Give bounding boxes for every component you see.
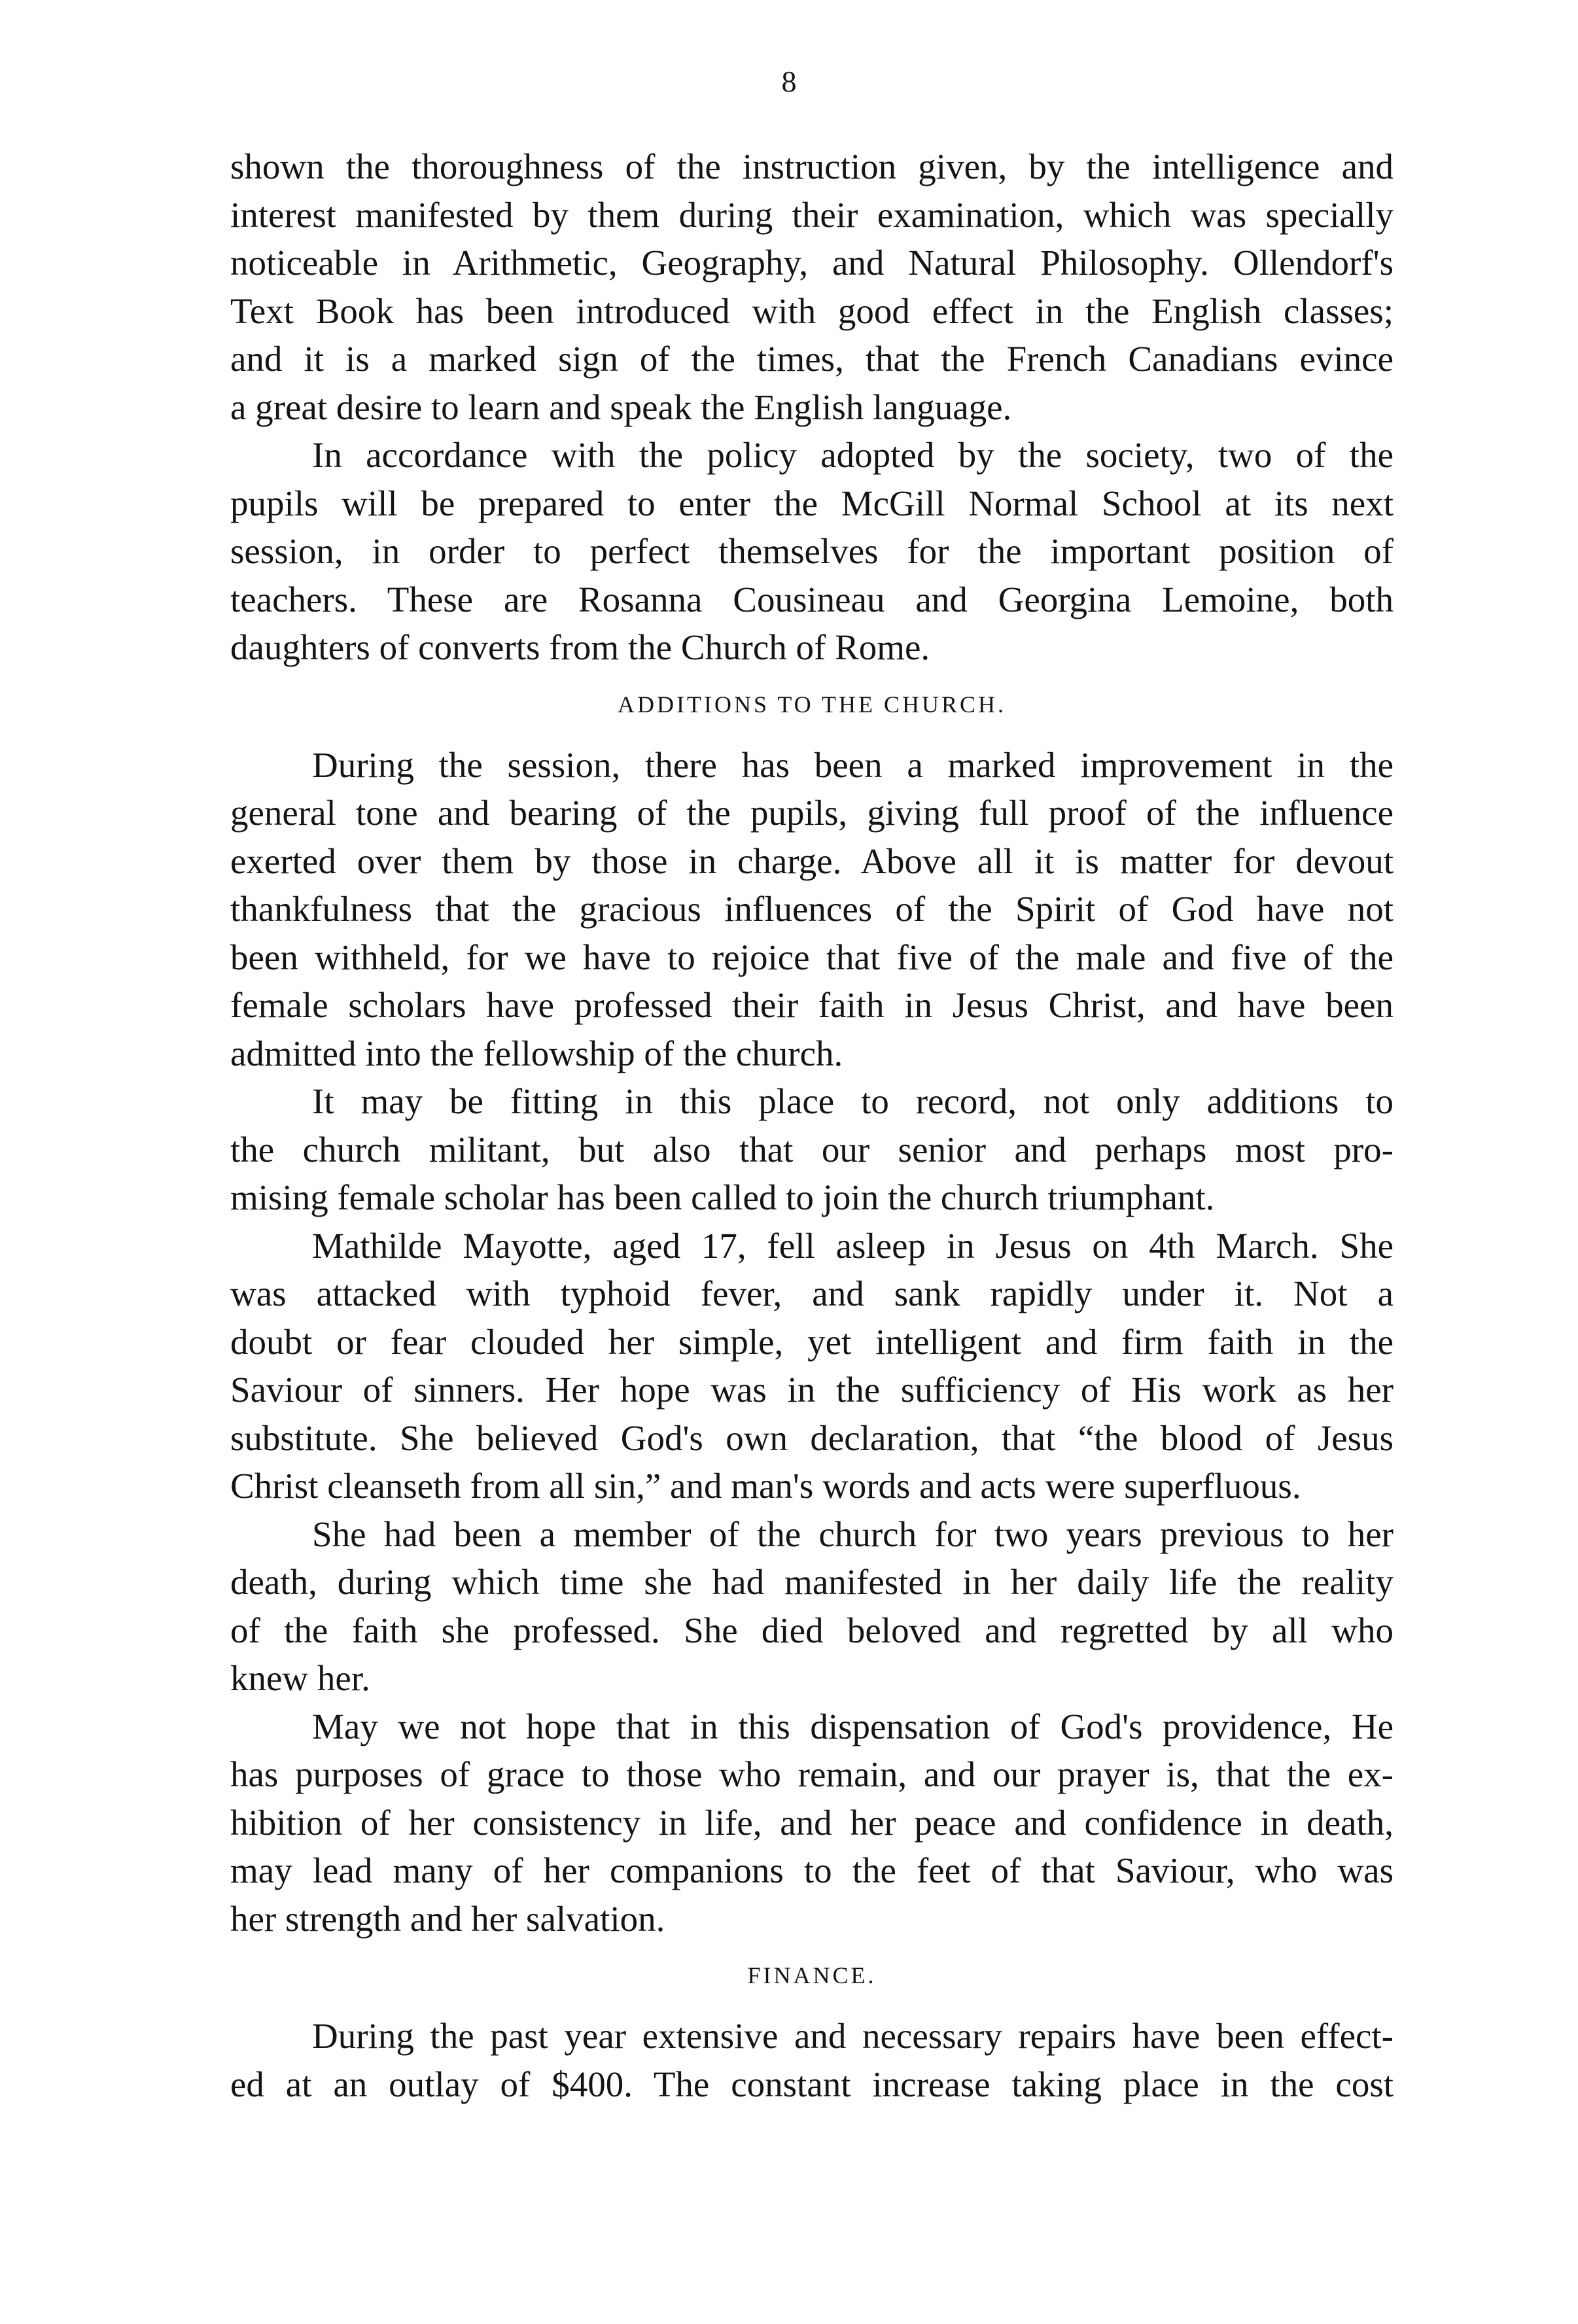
text-line: In accordance with the policy adopted by the society, two of the: [312, 435, 1394, 475]
text-line: Saviour of sinners. Her hope was in the sufficiency of His work as her: [230, 1370, 1394, 1410]
text-line: May we not hope that in this dispensation of God's providence, He: [312, 1706, 1394, 1746]
text-line: admitted into the fellowship of the church.: [230, 1033, 843, 1073]
text-line: was attacked with typhoid fever, and sank rapidly under it. Not a: [230, 1274, 1394, 1313]
section-heading-finance: FINANCE.: [747, 1962, 877, 1988]
paragraph-finance: [230, 2012, 1394, 2108]
text-line: It may be fitting in this place to record, not only additions to: [312, 1081, 1394, 1121]
paragraph-member-of-church: [230, 1510, 1394, 1703]
text-line: Christ cleanseth from all sin,” and man's words and acts were superfluous.: [230, 1466, 1301, 1506]
text-line: shown the thoroughness of the instruction given, by the intelligence and: [230, 147, 1394, 186]
text-line: a great desire to learn and speak the English language.: [230, 387, 1012, 427]
page-number: 8: [781, 65, 797, 98]
text-line: During the session, there has been a marked improvement in the: [312, 744, 1394, 785]
text-line: female scholars have professed their faith in Jesus Christ, and have been: [230, 985, 1394, 1025]
text-line: general tone and bearing of the pupils, giving full proof of the influence: [230, 793, 1394, 833]
text-line: During the past year extensive and necessary repairs have been effect-: [312, 2016, 1394, 2056]
paragraph-church-militant: [230, 1077, 1394, 1222]
text-line: She had been a member of the church for two years previous to her: [312, 1514, 1394, 1554]
text-line: teachers. These are Rosanna Cousineau and Georgina Lemoine, both: [230, 579, 1394, 619]
text-line: been withheld, for we have to rejoice that five of the male and five of the: [230, 937, 1394, 977]
text-line: exerted over them by those in charge. Above all it is matter for devout: [230, 841, 1394, 881]
paragraph-mathilde-mayotte: [230, 1222, 1394, 1510]
text-line: knew her.: [230, 1658, 370, 1698]
text-line: the church militant, but also that our senior and perhaps most pro-: [230, 1129, 1394, 1170]
paragraph-dispensation: [230, 1703, 1394, 1943]
text-line: has purposes of grace to those who remain, and our prayer is, that the ex-: [230, 1754, 1394, 1794]
paragraph-normal-school: [230, 431, 1394, 672]
text-line: substitute. She believed God's own declaration, that “the blood of Jesus: [230, 1417, 1394, 1458]
text-line: of the faith she professed. She died beloved and regretted by all who: [230, 1610, 1394, 1650]
text-line: her strength and her salvation.: [230, 1898, 665, 1939]
text-line: death, during which time she had manifested in her daily life the reality: [230, 1562, 1394, 1602]
paragraph-session-improvement: [230, 741, 1394, 1078]
text-line: session, in order to perfect themselves for the important position of: [230, 531, 1394, 571]
text-line: doubt or fear clouded her simple, yet intelligent and firm faith in the: [230, 1321, 1394, 1362]
text-line: noticeable in Arithmetic, Geography, and Natural Philosophy. Ollendorf's: [230, 243, 1394, 283]
text-line: Text Book has been introduced with good effect in the English classes;: [230, 290, 1394, 331]
text-line: mising female scholar has been called to join the church triumphant.: [230, 1177, 1215, 1217]
text-line: may lead many of her companions to the feet of that Saviour, who was: [230, 1850, 1394, 1890]
body-text: [230, 143, 1394, 2108]
section-heading-additions: ADDITIONS TO THE CHURCH.: [617, 691, 1007, 718]
text-line: interest manifested by them during their examination, which was specially: [230, 194, 1394, 235]
text-line: ed at an outlay of $400. The constant increase taking place in the cost: [230, 2064, 1394, 2104]
text-line: hibition of her consistency in life, and her peace and confidence in death,: [230, 1802, 1394, 1843]
text-line: pupils will be prepared to enter the McGill Normal School at its next: [230, 483, 1394, 523]
text-line: Mathilde Mayotte, aged 17, fell asleep in Jesus on 4th March. She: [312, 1225, 1394, 1266]
text-line: thankfulness that the gracious influences of the Spirit of God have not: [230, 889, 1394, 929]
text-line: daughters of converts from the Church of Rome.: [230, 627, 930, 667]
paragraph-instruction: [230, 143, 1394, 431]
text-line: and it is a marked sign of the times, that the French Canadians evince: [230, 339, 1394, 379]
